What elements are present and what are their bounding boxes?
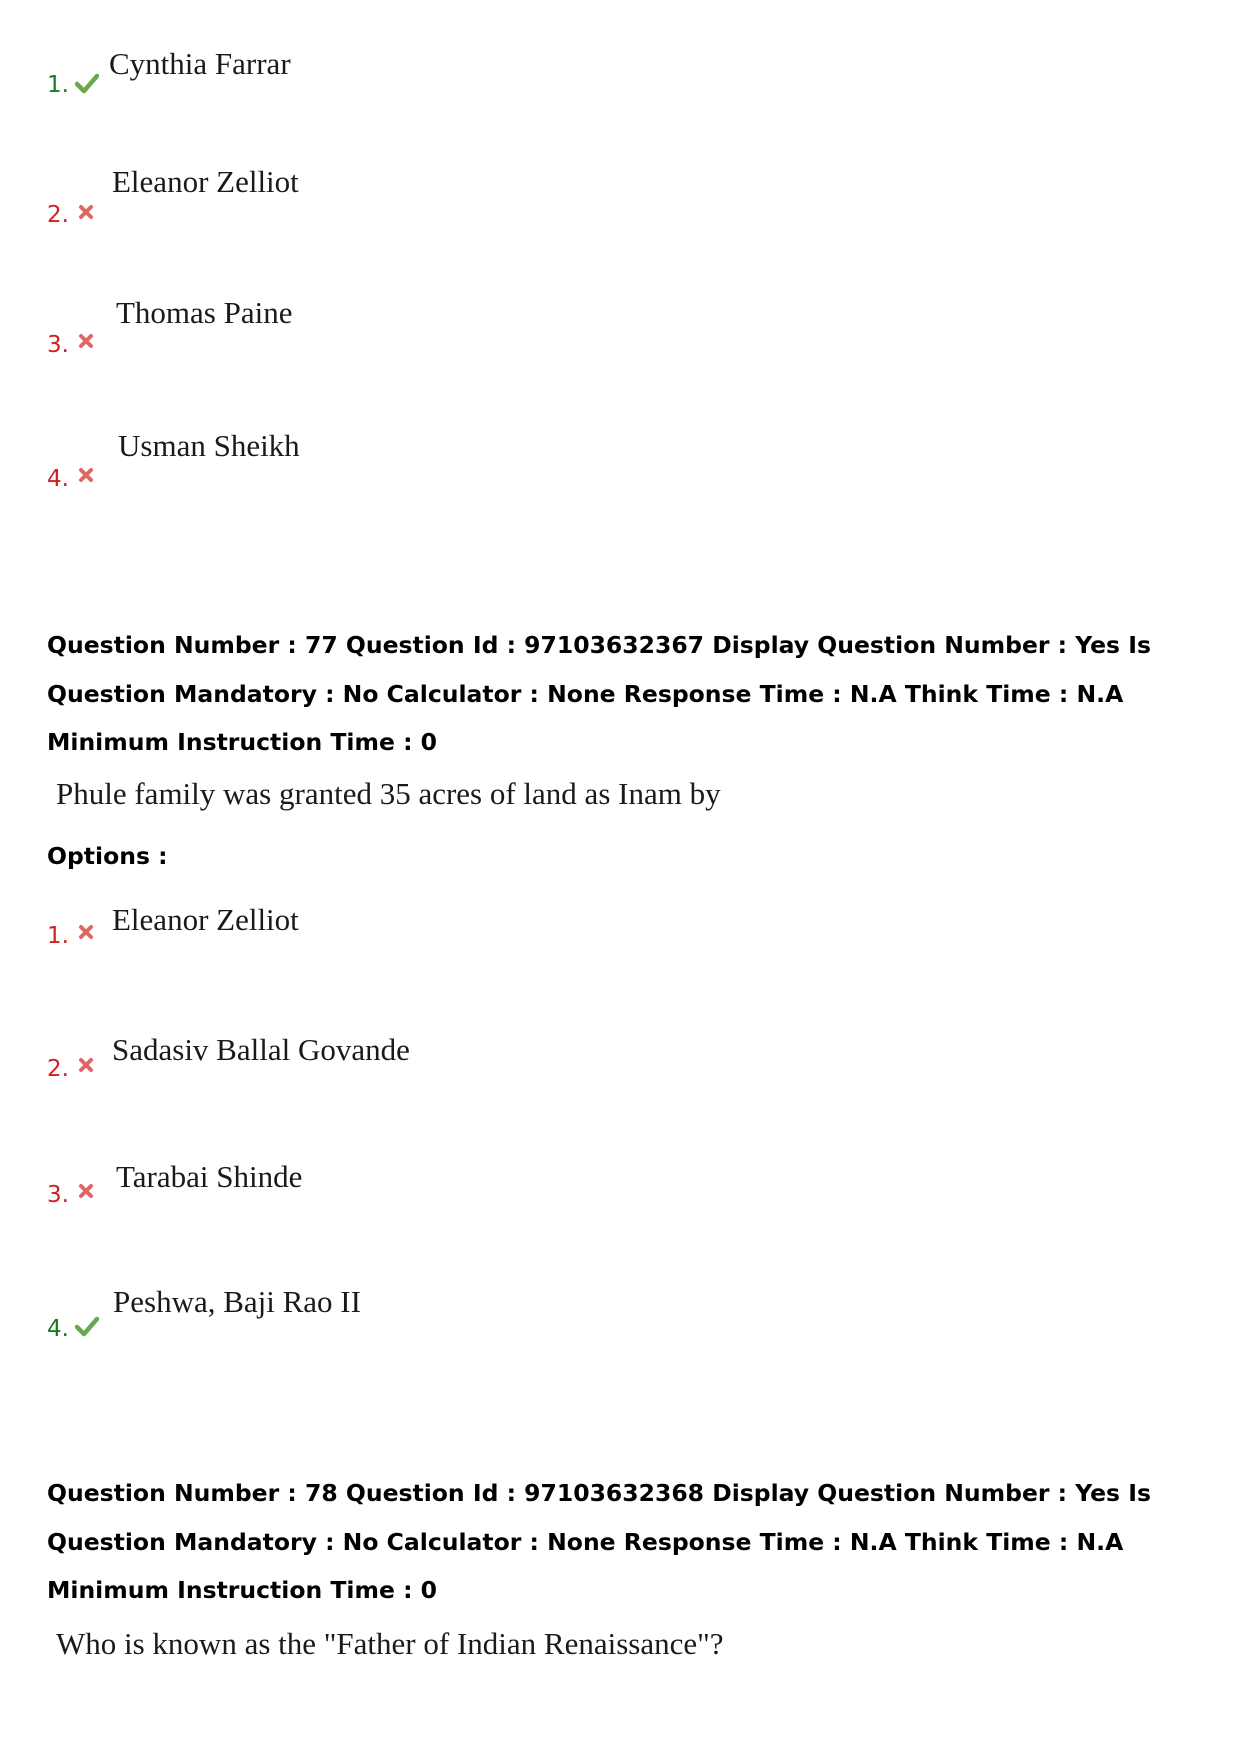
question-text: Phule family was granted 35 acres of land as Inam by <box>56 776 721 811</box>
option-number: 2. <box>47 1056 69 1082</box>
option-number: 3. <box>47 332 69 358</box>
option-text: Thomas Paine <box>116 295 293 330</box>
option-text: Usman Sheikh <box>118 428 300 463</box>
cross-icon <box>78 333 94 353</box>
option-number: 1. <box>47 72 69 98</box>
option-text: Cynthia Farrar <box>109 46 291 81</box>
option-number: 2. <box>47 202 69 228</box>
question-text: Who is known as the "Father of Indian Renaissance"? <box>56 1626 724 1661</box>
cross-icon <box>78 1183 94 1203</box>
cross-icon <box>78 204 94 224</box>
cross-icon <box>78 924 94 944</box>
question-meta: Question Number : 78 Question Id : 97103632368 Display Question Number : Yes Is Question Mandatory : No Calculator : None Response Time : N.A Think Time : N.A Minimum Instruction Time : 0 <box>47 1479 1151 1604</box>
options-label: Options : <box>47 842 168 870</box>
option-text: Sadasiv Ballal Govande <box>112 1032 410 1067</box>
option-text: Eleanor Zelliot <box>112 164 299 199</box>
check-icon <box>75 72 99 98</box>
option-text: Eleanor Zelliot <box>112 902 299 937</box>
check-icon <box>75 1315 99 1341</box>
cross-icon <box>78 467 94 487</box>
option-number: 4. <box>47 466 69 492</box>
option-text: Tarabai Shinde <box>116 1159 303 1194</box>
option-number: 1. <box>47 923 69 949</box>
option-number: 3. <box>47 1182 69 1208</box>
cross-icon <box>78 1057 94 1077</box>
question-meta: Question Number : 77 Question Id : 97103632367 Display Question Number : Yes Is Question Mandatory : No Calculator : None Response Time : N.A Think Time : N.A Minimum Instruction Time : 0 <box>47 631 1151 756</box>
option-text: Peshwa, Baji Rao II <box>113 1284 361 1319</box>
option-number: 4. <box>47 1316 69 1342</box>
